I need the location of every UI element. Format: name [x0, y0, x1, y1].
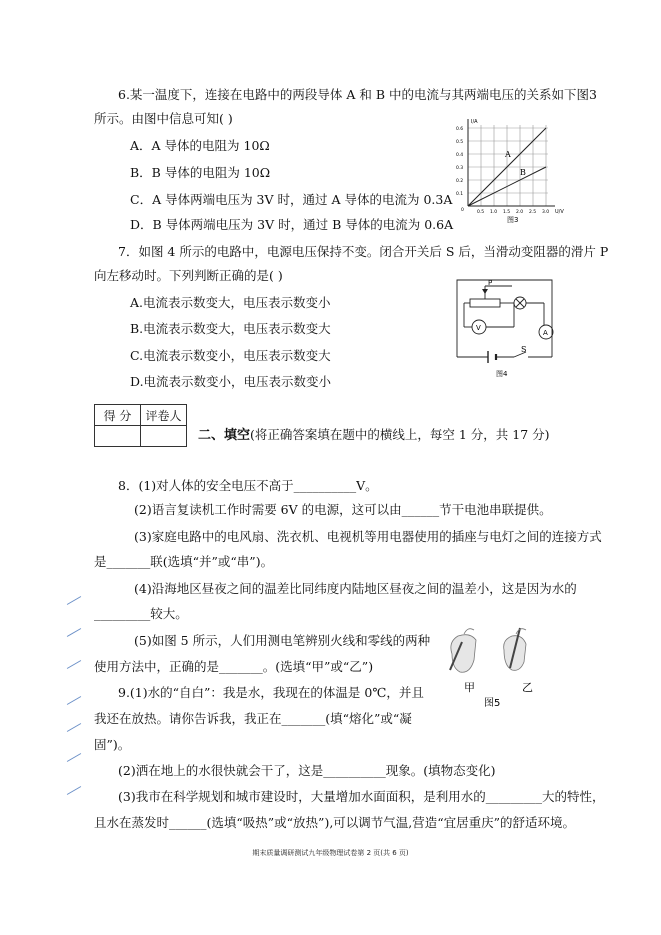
fig3-ytick: 0.5 — [456, 140, 464, 145]
fig4-caption: 图4 — [496, 370, 508, 378]
margin-mark — [67, 696, 81, 705]
q8-part4-line1: (4)沿海地区昼夜之间的温差比同纬度内陆地区昼夜之间的温差小，这是因为水的 — [134, 581, 577, 596]
grader-cell[interactable] — [141, 426, 187, 447]
margin-mark — [67, 660, 81, 669]
q9-part1-line1: 9.(1)水的“自白”：我是水，我现在的体温是 0℃，并且 — [118, 685, 424, 700]
fig3-ytick: 0.6 — [456, 127, 464, 132]
q7-option-d: D.电流表示数变小，电压表示数变小 — [130, 374, 332, 389]
q8-part4-line2: _________较大。 — [94, 606, 188, 621]
q8-part1: 8．(1)对人体的安全电压不高于__________V。 — [118, 478, 378, 493]
margin-mark — [67, 628, 81, 637]
q6-option-a: A．A 导体的电阻为 10Ω — [130, 138, 270, 153]
score-table — [94, 404, 187, 447]
q9-part2: (2)洒在地上的水很快就会干了，这是__________现象。(填物态变化) — [118, 763, 496, 778]
fig4-a-label: A — [543, 329, 548, 337]
margin-mark — [67, 596, 81, 605]
fig3-ytick: 0 — [461, 208, 464, 213]
fig3-ytick: 0.4 — [456, 153, 464, 158]
margin-mark — [67, 723, 81, 732]
score-header: 得 分 — [95, 405, 141, 426]
fig3-line-a-label: A — [505, 150, 511, 159]
fig3-xlabel: U/V — [555, 209, 564, 215]
fig4-rheostat — [470, 299, 500, 307]
fig4-outer-wire — [457, 280, 552, 357]
q7-option-c: C.电流表示数变小，电压表示数变大 — [130, 348, 331, 363]
q6-option-c: C．A 导体两端电压为 3V 时，通过 A 导体的电流为 0.3A — [130, 192, 453, 207]
q6-stem-line1: 6.某一温度下，连接在电路中的两段导体 A 和 B 中的电流与其两端电压的关系如下图3 — [118, 87, 597, 102]
fig4-v-label: V — [476, 324, 481, 332]
q7-stem-line1: 7．如图 4 所示的电路中，电源电压保持不变。闭合开关后 S 后，当滑动变阻器的滑片 P — [118, 244, 609, 259]
section-2-note: (将正确答案填在题中的横线上，每空 1 分，共 17 分) — [250, 427, 550, 442]
q6-option-b: B．B 导体的电阻为 10Ω — [130, 165, 271, 180]
fig3-xtick: 0.5 — [477, 210, 485, 215]
figure-3-iu-graph — [452, 115, 570, 225]
q8-part5-line2: 使用方法中，正确的是_______。(选填“甲”或“乙”) — [94, 659, 374, 674]
margin-mark — [67, 786, 81, 795]
q9-part1-line3: 固”)。 — [94, 737, 131, 752]
q6-stem-line2: 所示。由图中信息可知( ) — [94, 111, 233, 126]
fig3-xtick: 2.0 — [516, 210, 524, 215]
q7-option-a: A.电流表示数变大，电压表示数变小 — [130, 295, 331, 310]
q8-part3-line2: 是_______联(选填“并”或“串”)。 — [94, 554, 274, 569]
section-2-heading — [198, 424, 550, 443]
fig3-ylabel: I/A — [471, 119, 478, 125]
page-footer: 期末质量调研测试九年级物理试卷第 2 页(共 6 页) — [252, 849, 409, 857]
fig4-p-label: P — [488, 279, 493, 287]
fig3-ytick: 0.2 — [456, 179, 464, 184]
fig3-xtick: 2.5 — [529, 210, 537, 215]
q7-option-b: B.电流表示数变大，电压表示数变大 — [130, 321, 331, 336]
fig5-yi-label: 乙 — [522, 681, 533, 694]
fig5-caption: 图5 — [484, 698, 501, 709]
q9-part3-line2: 且水在蒸发时______(选填“吸热”或“放热”),可以调节气温,营造“宜居重庆”的舒适环境。 — [94, 815, 576, 830]
section-2-title: 二、填空 — [198, 428, 251, 443]
q9-part1-line2: 我还在放热。请你告诉我，我正在_______(填“熔化”或“凝 — [94, 711, 412, 726]
fig3-caption: 图3 — [507, 216, 519, 224]
fig3-xtick: 3.0 — [542, 210, 550, 215]
score-cell[interactable] — [95, 426, 141, 447]
figure-5-test-pen — [440, 620, 558, 710]
fig3-line-b-label: B — [520, 168, 526, 177]
grader-header: 评卷人 — [141, 405, 187, 426]
margin-mark — [67, 753, 81, 762]
q8-part3-line1: (3)家庭电路中的电风扇、洗衣机、电视机等用电器使用的插座与电灯之间的连接方式 — [134, 529, 602, 544]
fig5-hand-jia — [450, 629, 476, 673]
figure-4-circuit — [452, 272, 562, 380]
fig4-s-label: S — [521, 345, 527, 354]
fig5-jia-label: 甲 — [464, 681, 475, 694]
q9-part3-line1: (3)我市在科学规划和城市建设时，大量增加水面面积，是利用水的_________大的特性， — [118, 789, 605, 804]
q6-option-d: D．B 导体两端电压为 3V 时，通过 B 导体的电流为 0.6A — [130, 217, 454, 232]
fig5-hand-yi — [504, 628, 526, 670]
q8-part2: (2)语言复读机工作时需要 6V 的电源，这可以由______节干电池串联提供。 — [134, 502, 552, 517]
q7-stem-line2: 向左移动时。下列判断正确的是( ) — [94, 268, 283, 283]
fig3-ytick: 0.1 — [456, 192, 464, 197]
q8-part5-line1: (5)如图 5 所示，人们用测电笔辨别火线和零线的两种 — [134, 633, 431, 648]
fig3-xtick: 1.0 — [490, 210, 498, 215]
fig3-xtick: 1.5 — [503, 210, 511, 215]
fig3-ytick: 0.3 — [456, 166, 464, 171]
